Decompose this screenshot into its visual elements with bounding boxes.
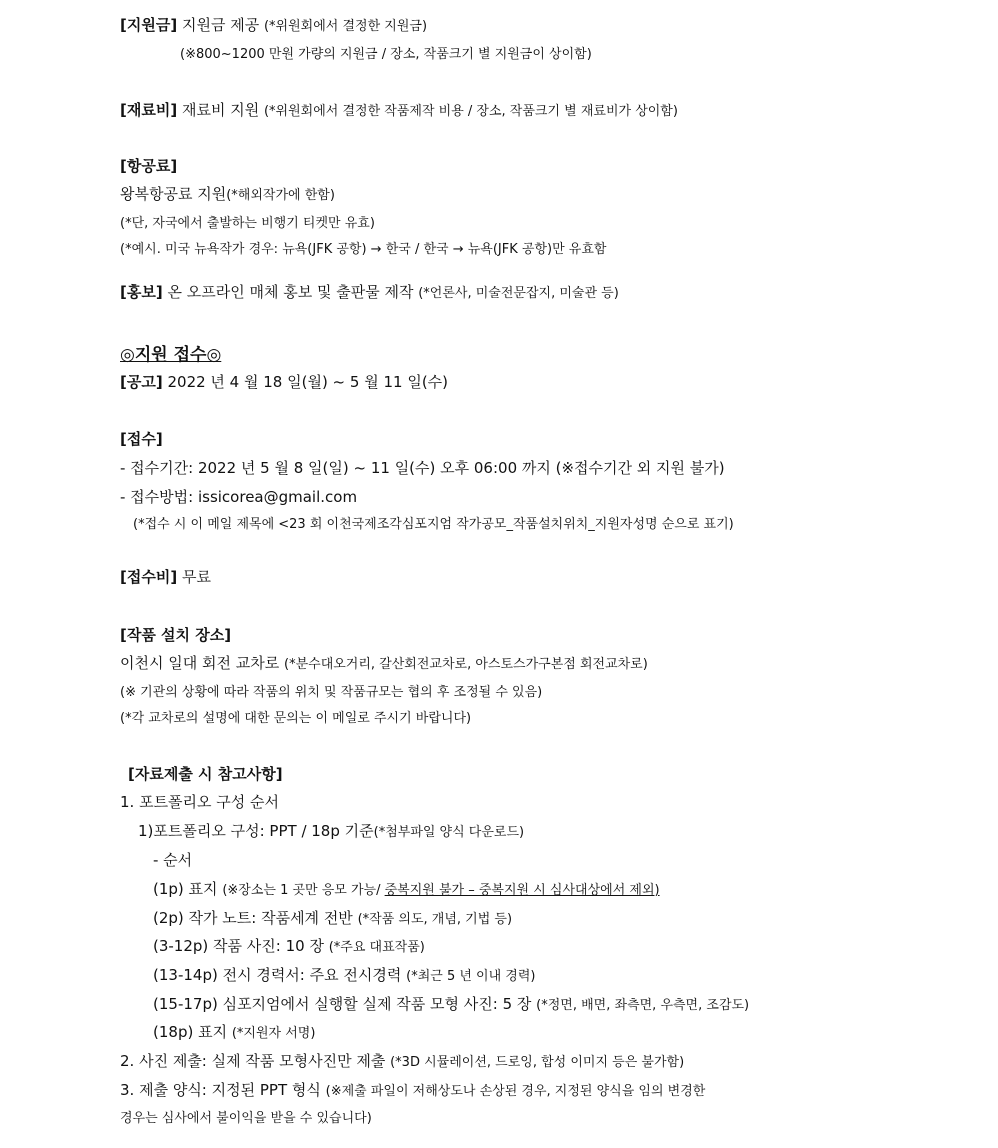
materials-text: 재료비 지원 [181,101,260,119]
page-item-6: (18p) 표지 (*지원자 서명) [153,1023,316,1041]
airfare-label: [항공료] [120,157,178,175]
fee-line [120,566,211,587]
submission-item-1: 1. 포트폴리오 구성 순서 [120,793,280,811]
submission-item-3-cont: 경우는 심사에서 불이익을 받을 수 있습니다) [120,1111,372,1126]
page-item-4: (13-14p) 전시 경력서: 주요 전시경력 (*최근 5 년 이내 경력) [153,966,536,984]
grant-line [120,14,427,35]
page-item-2: (2p) 작가 노트: 작품세계 전반 (*작품 의도, 개념, 기법 등) [153,909,513,927]
grant-text: 지원금 제공 [181,16,260,34]
grant-range: (※800~1200 만원 가량의 지원금 / 장소, 작품크기 별 지원금이 상이함) [180,47,592,62]
page-item-1: (1p) 표지 (※장소는 1 곳만 응모 가능/ 중복지원 불가 – 중복지원 시 심사대상에서 제외) [153,880,660,898]
page-item-3: (3-12p) 작품 사진: 10 장 (*주요 대표작품) [153,937,425,955]
fee-label: [접수비] [120,568,178,586]
duplicate-warning: 중복지원 불가 – 중복지원 시 심사대상에서 제외) [384,883,660,898]
promo-text: 온 오프라인 매체 홍보 및 출판물 제작 [167,283,414,301]
location-adjust: (※ 기관의 상황에 따라 작품의 위치 및 작품규모는 협의 후 조정될 수 있음) [120,685,543,700]
fee-text: 무료 [181,568,211,586]
page-item-5: (15-17p) 심포지엄에서 실행할 실제 작품 모형 사진: 5 장 (*정면, 배면, 좌측면, 우측면, 조감도) [153,995,750,1013]
airfare-text: 왕복항공료 지원 [120,185,227,203]
receipt-label: [접수] [120,430,163,448]
announce-text: 2022 년 4 월 18 일(월) ~ 5 월 11 일(수) [167,373,449,391]
promo-line [120,281,619,302]
airfare-condition: (*단, 자국에서 출발하는 비행기 티켓만 유효) [120,216,375,231]
materials-label: [재료비] [120,101,178,119]
location-note: (*분수대오거리, 갈산회전교차로, 아스토스가구본점 회전교차로) [284,657,648,672]
location-inquiry: (*각 교차로의 설명에 대한 문의는 이 메일로 주시기 바랍니다) [120,711,472,726]
location-line [120,652,648,673]
location-text: 이천시 일대 회전 교차로 [120,654,280,672]
announce-line [120,371,448,392]
receipt-period: - 접수기간: 2022 년 5 월 8 일(일) ~ 11 일(수) 오후 06:00 까지 (※접수기간 외 지원 불가) [120,459,725,477]
receipt-method: - 접수방법: issicorea@gmail.com [120,488,358,506]
airfare-line [120,183,335,204]
location-label: [작품 설치 장소] [120,626,232,644]
submission-item-3: 3. 제출 양식: 지정된 PPT 형식 (※제출 파일이 저해상도나 손상된 경우, 지정된 양식을 임의 변경한 [120,1081,706,1099]
reception-title: ◎지원 접수◎ [120,345,222,365]
materials-note: (*위원회에서 결정한 작품제작 비용 / 장소, 작품크기 별 재료비가 상이함) [263,104,678,119]
announce-label: [공고] [120,373,163,391]
grant-note: (*위원회에서 결정한 지원금) [263,19,428,34]
portfolio-composition-note: (*첨부파일 양식 다운로드) [373,825,525,840]
submission-label: [자료제출 시 참고사항] [128,765,283,783]
airfare-example: (*예시. 미국 뉴욕작가 경우: 뉴욕(JFK 공항) → 한국 / 한국 → 뉴욕(JFK 공항)만 유효함 [120,242,607,257]
promo-note: (*언론사, 미술전문잡지, 미술관 등) [418,286,619,301]
materials-line [120,99,678,120]
airfare-note: (*해외작가에 한함) [226,188,335,203]
grant-label: [지원금] [120,16,178,34]
submission-item-2: 2. 사진 제출: 실제 작품 모형사진만 제출 (*3D 시뮬레이션, 드로잉, 합성 이미지 등은 불가함) [120,1052,685,1070]
order-heading: - 순서 [153,851,193,869]
promo-label: [홍보] [120,283,163,301]
page-item-1-note: (※장소는 1 곳만 응모 가능/ [222,883,385,898]
portfolio-composition: 1)포트폴리오 구성: PPT / 18p 기준(*첨부파일 양식 다운로드) [138,822,525,840]
receipt-method-note: (*접수 시 이 메일 제목에 <23 회 이천국제조각심포지엄 작가공모_작품설치위치_지원자성명 순으로 표기) [133,517,734,532]
